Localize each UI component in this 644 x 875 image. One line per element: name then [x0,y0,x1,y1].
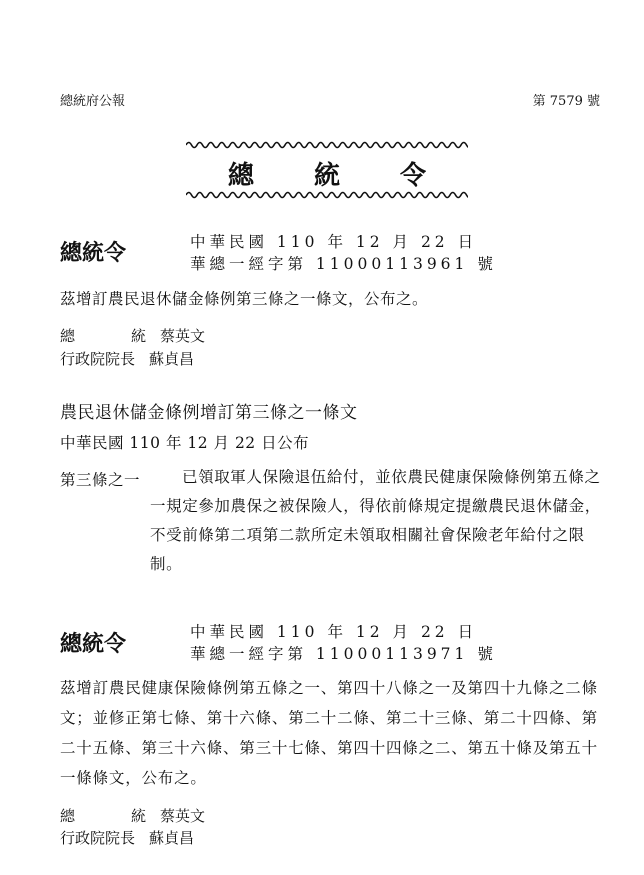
signature-title: 行政院院長 [60,350,136,368]
decree-1-signature-premier [60,348,194,369]
issue-number: 第 7579 號 [532,94,600,109]
article-label: 第三條之一 [60,471,141,489]
decree-1-label: 總統令 [60,240,127,266]
signature-title-left: 總 [60,327,76,345]
signature-name: 蔡英文 [160,807,206,825]
decree-2-signature-premier [60,827,194,848]
title-char-2: 統 [313,161,340,191]
signature-name: 蘇貞昌 [149,350,195,368]
law-heading: 農民退休儲金條例增訂第三條之一條文 [60,403,358,423]
signature-name: 蔡英文 [160,327,206,345]
wavy-rule-bottom [186,190,468,200]
decree-1-date: 中華民國 110 年 12 月 22 日 [190,233,478,251]
decree-1-body: 茲增訂農民退休儲金條例第三條之一條文，公布之。 [60,290,429,308]
decree-2-date: 中華民國 110 年 12 月 22 日 [190,623,478,641]
decree-2-number: 華總一經字第 11000113971 號 [190,645,497,663]
signature-title: 行政院院長 [60,829,136,847]
decree-1-number: 華總一經字第 11000113961 號 [190,255,497,273]
decree-2-signature-president [60,805,205,826]
article-text: 已領取軍人保險退伍給付，並依農民健康保險條例第五條之一規定參加農保之被保險人，得依前條規定提繳農民退休儲金，不受前條第二項第二款所定未領取相關社會保險老年給付之限制。 [150,468,601,573]
page-title [186,155,468,192]
signature-title-right: 統 [131,807,147,825]
title-char-3: 令 [399,161,426,191]
decree-1-signature-president [60,325,205,346]
signature-title-right: 統 [131,327,147,345]
publication-name: 總統府公報 [60,94,126,109]
signature-name: 蘇貞昌 [149,829,195,847]
wavy-rule-top [186,140,468,150]
signature-title-left: 總 [60,807,76,825]
title-char-1: 總 [228,161,255,191]
decree-2-label: 總統令 [60,631,127,657]
law-promulgation-date: 中華民國 110 年 12 月 22 日公布 [60,434,310,452]
decree-2-body: 茲增訂農民健康保險條例第五條之一、第四十八條之一及第四十九條之二條文；並修正第七條、第十六條、第二十二條、第二十三條、第二十四條、第二十五條、第三十六條、第三十七條、第四十四條之二、第五十條及第五十一條條文，公布之。 [60,679,598,787]
